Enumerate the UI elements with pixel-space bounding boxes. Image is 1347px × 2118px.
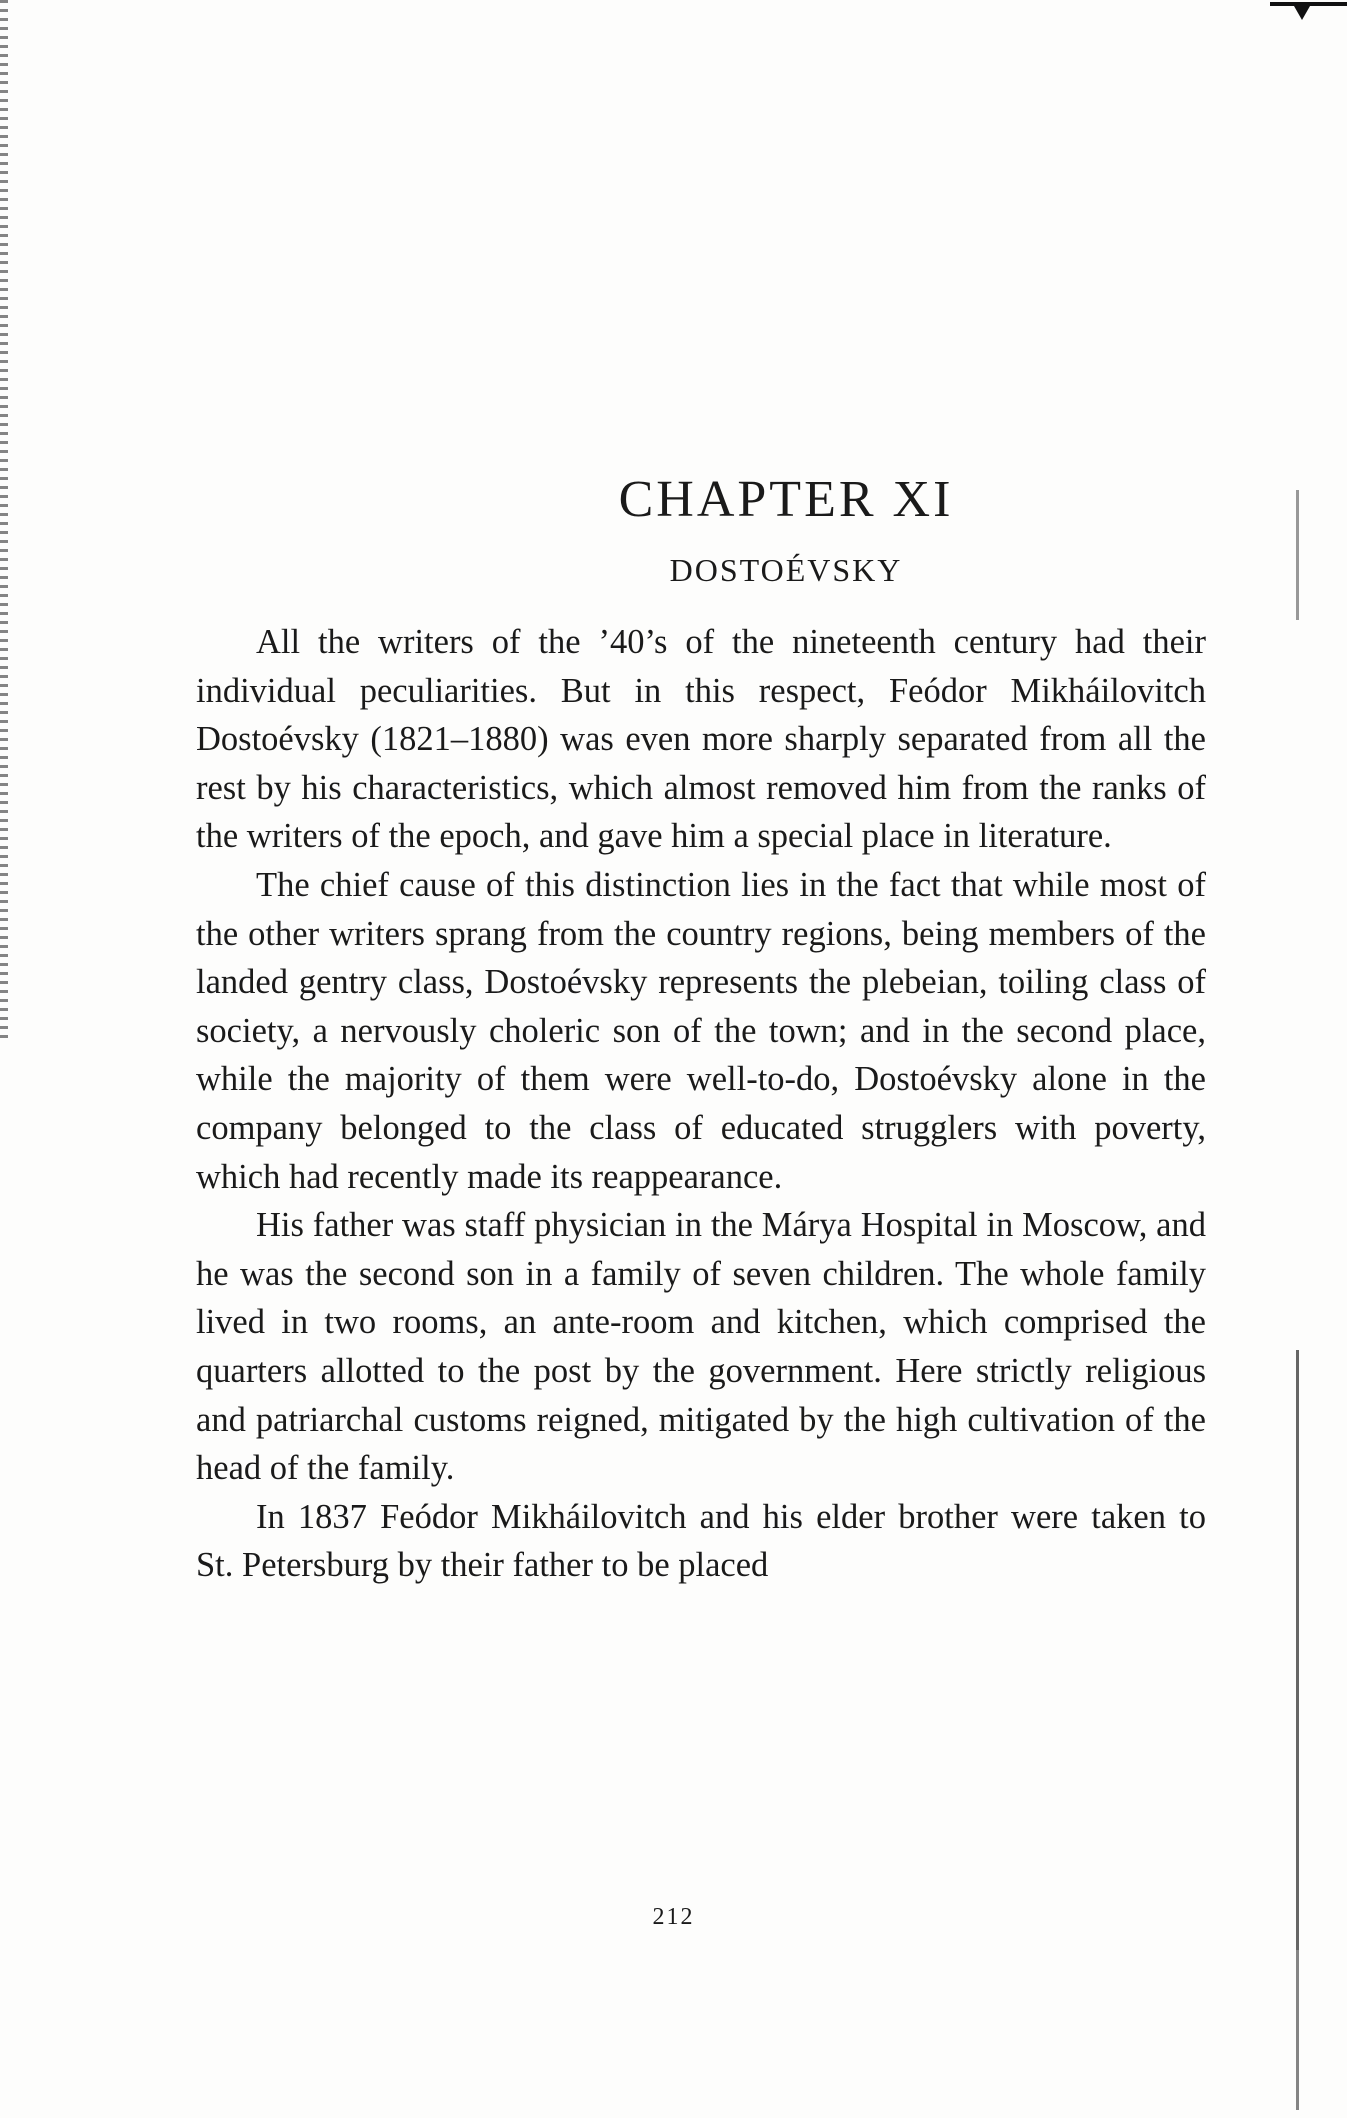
page-number: 212: [652, 1904, 695, 1930]
paragraph: His father was staff physician in the Márya Hospital in Moscow, and he was the second son in a family of seven children. The whole family lived in two rooms, an ante-room and kitchen, which comprised the quarters allotted to the post by the government. Here strictly religious and patriarchal customs reigned, mitigated by the high cultivation of the head of the family.: [196, 1206, 1206, 1488]
scan-edge-artifact: [1296, 1950, 1299, 2110]
chapter-title: CHAPTER XI: [618, 471, 954, 528]
scan-edge-artifact: [0, 0, 8, 1040]
corner-scan-mark: [1270, 0, 1347, 22]
chapter-subtitle: DOSTOÉVSKY: [669, 552, 903, 588]
paragraph: All the writers of the ’40’s of the nineteenth century had their individual peculiarities. But in this respect, Feódor Mikháilovitch Dostoévsky (1821–1880) was even more sharply separated from all the rest by his characteristics, which almost removed him from the ranks of the writers of the epoch, and gave him a special place in literature.: [196, 623, 1206, 856]
scan-edge-artifact: [1296, 490, 1299, 620]
paragraph: In 1837 Feódor Mikháilovitch and his elder brother were taken to St. Petersburg by their father to be placed: [196, 1497, 1206, 1585]
paragraph: The chief cause of this distinction lies in the fact that while most of the other writers sprang from the country regions, being members of the landed gentry class, Dostoévsky represents the plebeian, toiling class of society, a nervously choleric son of the town; and in the second place, while the majority of them were well-to-do, Dostoévsky alone in the company belonged to the class of educated strugglers with poverty, which had recently made its reappearance.: [196, 865, 1206, 1196]
scan-edge-artifact: [1296, 1350, 1299, 1950]
text-block: [196, 470, 1206, 1590]
